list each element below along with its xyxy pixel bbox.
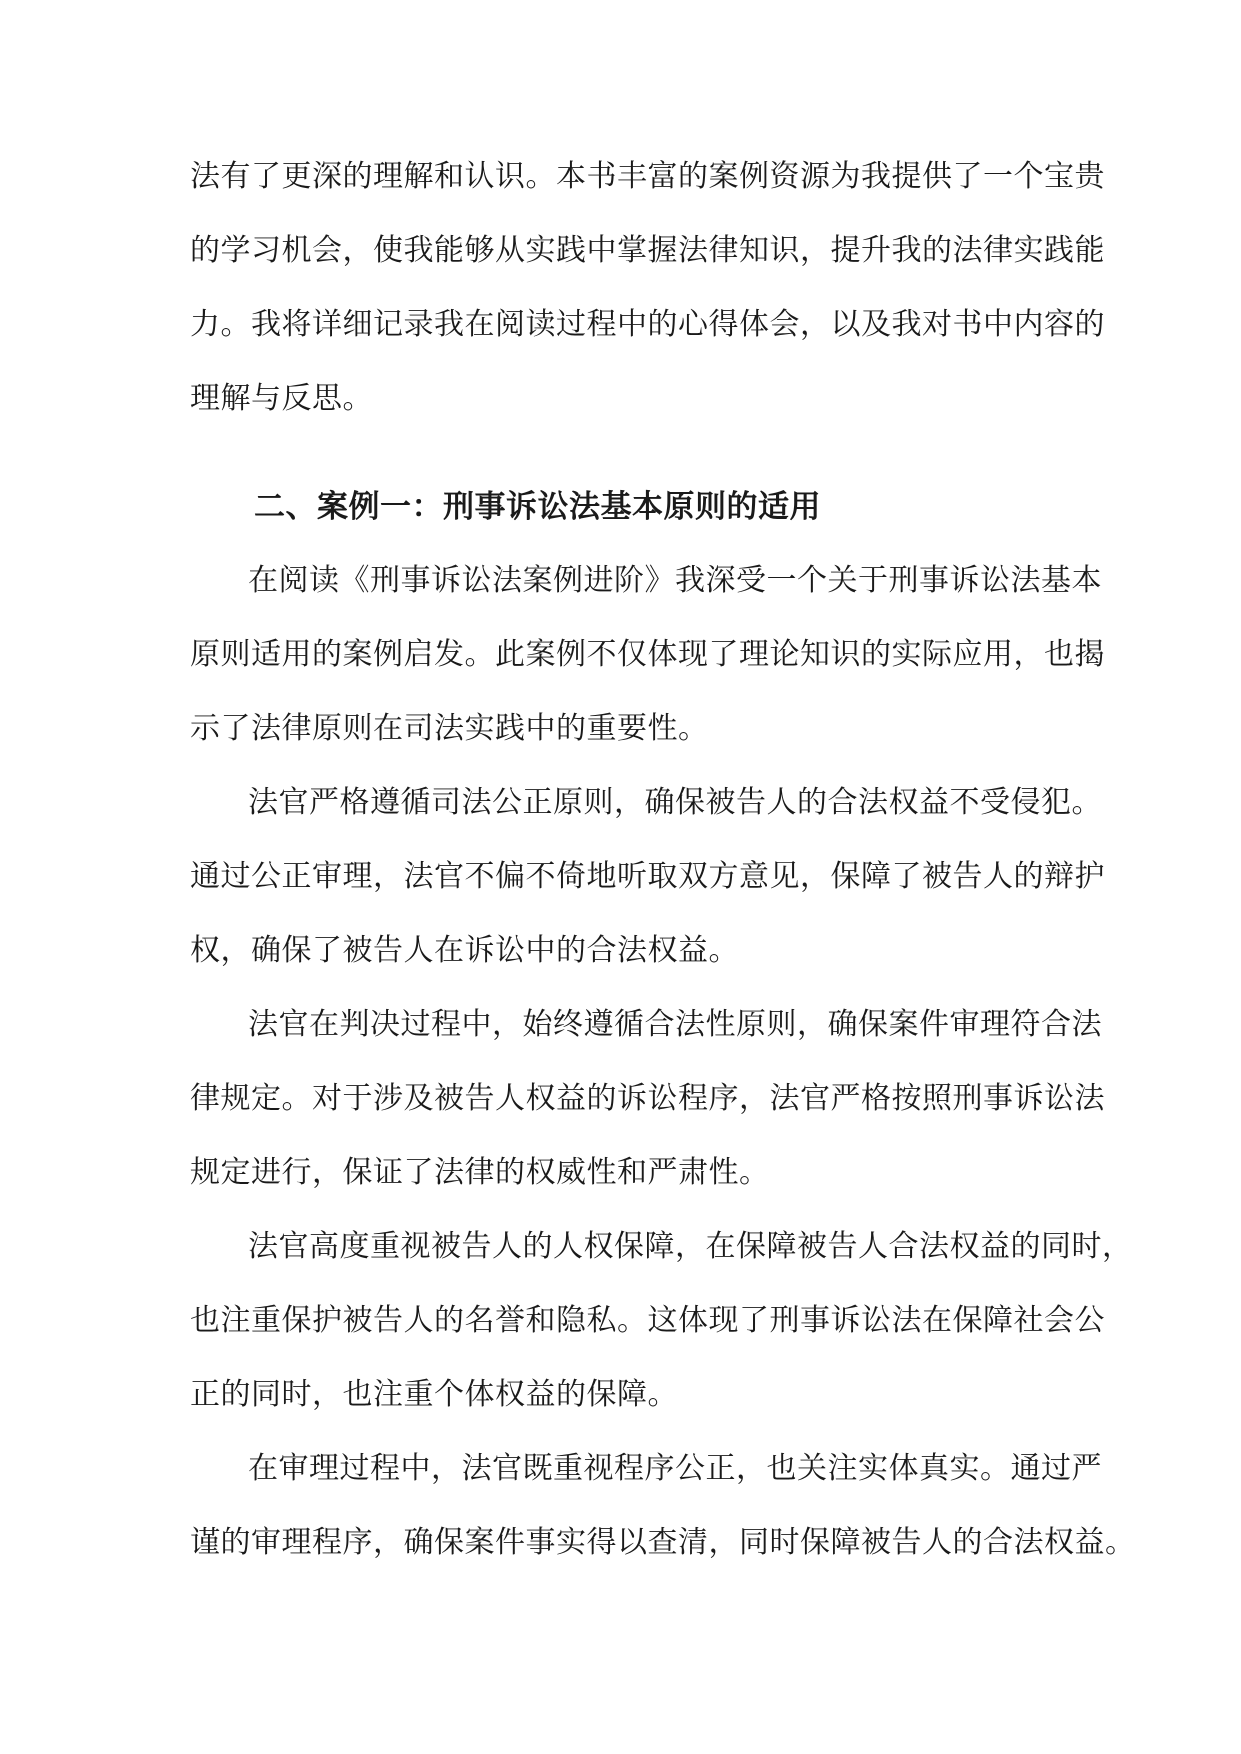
paragraph-3 <box>190 988 1105 1210</box>
paragraph-2 <box>190 766 1105 988</box>
paragraph-4 <box>190 1210 1133 1432</box>
paragraph-1-line-3: 示了法律原则在司法实践中的重要性。 <box>190 711 709 746</box>
paragraph-4-line-3: 正的同时，也注重个体权益的保障。 <box>190 1377 678 1412</box>
paragraph-1-line-2: 原则适用的案例启发。此案例不仅体现了理论知识的实际应用，也揭 <box>190 637 1105 672</box>
intro-line-1: 法有了更深的理解和认识。本书丰富的案例资源为我提供了一个宝贵 <box>190 159 1105 194</box>
paragraph-4-line-1: 法官高度重视被告人的人权保障，在保障被告人合法权益的同时， <box>248 1229 1133 1264</box>
section-spacer <box>190 436 1050 470</box>
intro-line-3: 力。我将详细记录我在阅读过程中的心得体会，以及我对书中内容的 <box>190 307 1105 342</box>
intro-paragraph <box>190 140 1105 436</box>
paragraph-2-line-1: 法官严格遵循司法公正原则，确保被告人的合法权益不受侵犯。 <box>248 785 1102 820</box>
paragraph-1 <box>190 544 1105 766</box>
paragraph-2-line-2: 通过公正审理，法官不偏不倚地听取双方意见，保障了被告人的辩护 <box>190 859 1105 894</box>
paragraph-5-line-1: 在审理过程中，法官既重视程序公正，也关注实体真实。通过严 <box>248 1451 1102 1486</box>
paragraph-3-line-1: 法官在判决过程中，始终遵循合法性原则，确保案件审理符合法 <box>248 1007 1102 1042</box>
paragraph-3-line-2: 律规定。对于涉及被告人权益的诉讼程序，法官严格按照刑事诉讼法 <box>190 1081 1105 1116</box>
intro-line-4: 理解与反思。 <box>190 381 373 416</box>
paragraph-5-line-2: 谨的审理程序，确保案件事实得以查清，同时保障被告人的合法权益。 <box>190 1525 1136 1560</box>
intro-line-2: 的学习机会，使我能够从实践中掌握法律知识，提升我的法律实践能 <box>190 233 1105 268</box>
paragraph-2-line-3: 权，确保了被告人在诉讼中的合法权益。 <box>190 933 739 968</box>
paragraph-4-line-2: 也注重保护被告人的名誉和隐私。这体现了刑事诉讼法在保障社会公 <box>190 1303 1105 1338</box>
paragraph-5 <box>190 1432 1136 1580</box>
paragraph-3-line-3: 规定进行，保证了法律的权威性和严肃性。 <box>190 1155 770 1190</box>
section-heading: 二、案例一：刑事诉讼法基本原则的适用 <box>254 489 821 525</box>
paragraph-1-line-1: 在阅读《刑事诉讼法案例进阶》我深受一个关于刑事诉讼法基本 <box>248 563 1102 598</box>
document-page <box>190 140 1136 1580</box>
